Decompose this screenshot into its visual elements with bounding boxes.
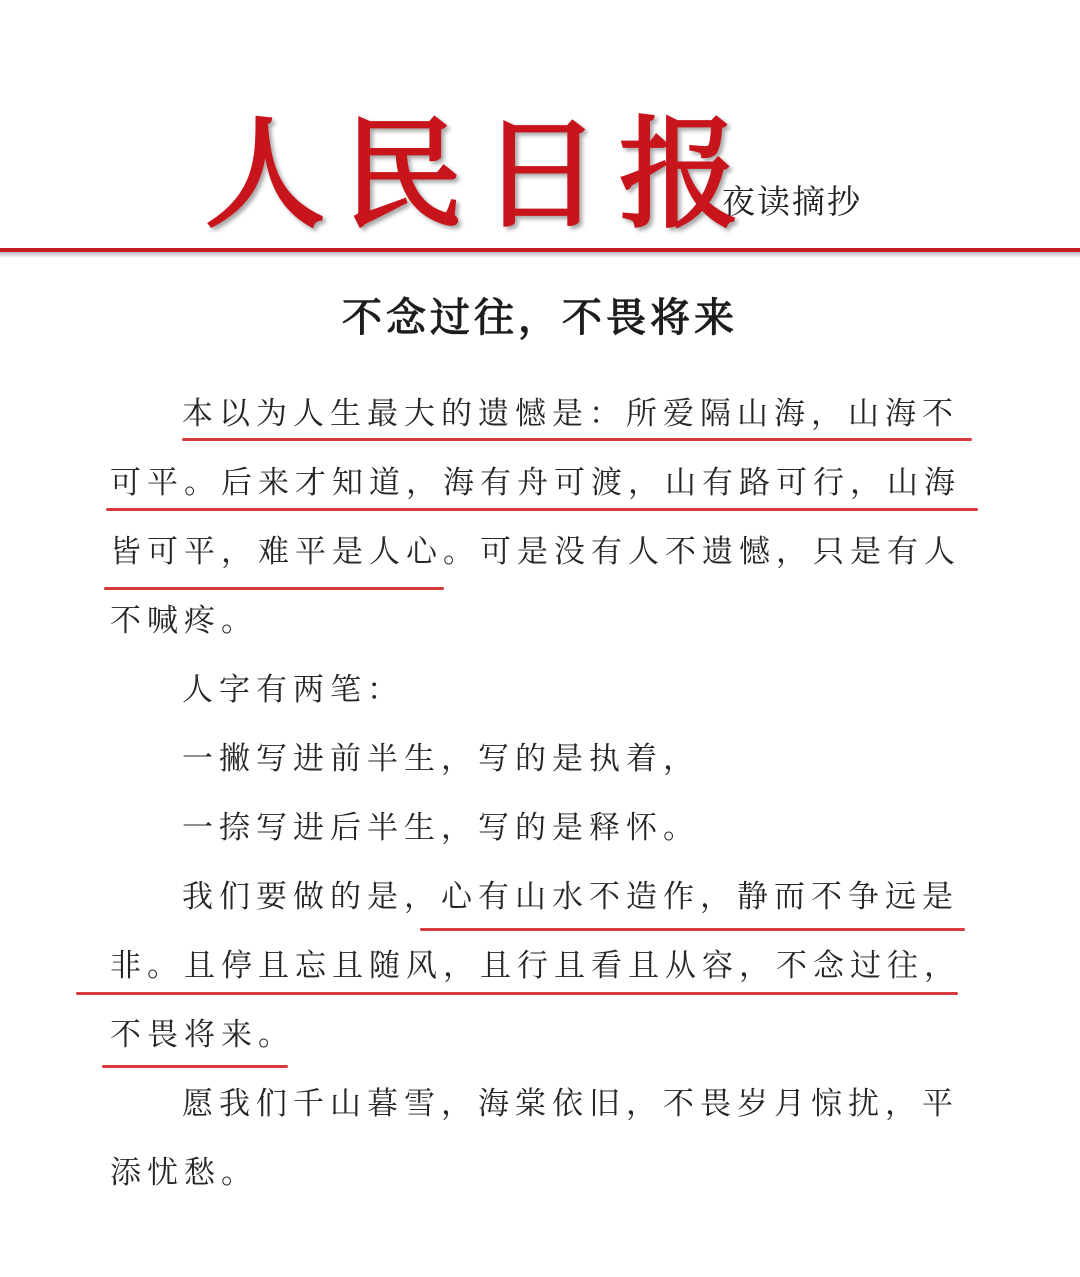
article-line: 一捺写进后半生，写的是释怀。: [182, 810, 700, 846]
article-line: 愿我们千山暮雪，海棠依旧，不畏岁月惊扰，平: [182, 1086, 959, 1122]
masthead-subtitle: 夜读摘抄: [722, 182, 862, 221]
article-line: 人字有两笔：: [182, 672, 404, 708]
article-line: 不畏将来。: [110, 1017, 295, 1053]
article-heading: 不念过往，不畏将来: [342, 294, 738, 341]
article-line: 非。且停且忘且随风，且行且看且从容，不念过往，: [110, 948, 961, 984]
article-line: 本以为人生最大的遗憾是：所爱隔山海，山海不: [182, 396, 959, 432]
masthead-rule-shadow: [0, 252, 1080, 258]
highlight-underline: [104, 587, 444, 590]
highlight-underline: [420, 928, 965, 931]
highlight-underline: [106, 508, 978, 511]
article-line: 一撇写进前半生，写的是执着，: [182, 741, 700, 777]
masthead: [0, 0, 1080, 262]
highlight-underline: [182, 438, 972, 441]
article-line: 皆可平，难平是人心。可是没有人不遗憾，只是有人: [110, 534, 961, 570]
article-line: 我们要做的是，心有山水不造作，静而不争远是: [182, 879, 959, 915]
article-line: 添忧愁。: [110, 1155, 258, 1191]
highlight-underline: [76, 992, 958, 995]
masthead-title: 人民日报: [205, 104, 757, 245]
highlight-underline: [102, 1065, 288, 1068]
article-line: 不喊疼。: [110, 603, 258, 639]
article-line: 可平。后来才知道，海有舟可渡，山有路可行，山海: [110, 465, 961, 501]
